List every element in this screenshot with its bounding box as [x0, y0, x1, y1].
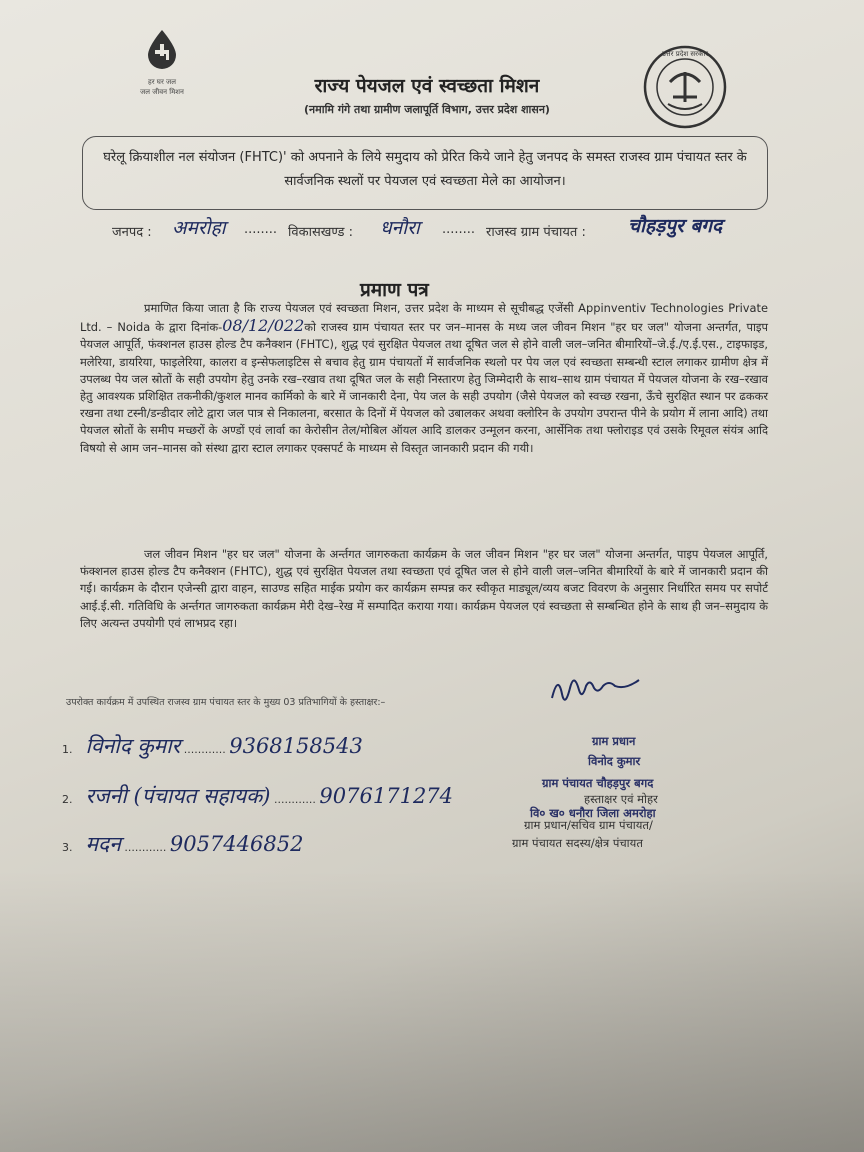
stamp-panchayat: ग्राम पंचायत चौहड़पुर बगद — [542, 776, 654, 790]
para1-part-b: को राजस्व ग्राम पंचायत स्तर पर जन–मानस के मध्य जल जीवन मिशन "हर घर जल" योजना अन्तर्गत, पाइप पेयजल आपूर्ति, फंक्शनल हाउस होल्ड टैप कनैक्शन (FHTC), शुद्ध एवं सुरक्षित पेयजल तथा दूषित जल से होने वाली जल–जनित बीमारियों–जे.ई./ए.ई.एस., टाइफाइड, मलेरिया, डायरिया, फाइलेरिया, कालरा व इन्सेफलाइटिस से बचाव हेतु ग्राम पंचायतों में सार्वजनिक स्थलो पर पेय जल एवं स्वच्छता सम्बन्धी स्टाल लगाकर ग्रामीण क्षेत्र में उपलब्ध पेय जल स्रोतों के सही उपयोग हेतु उनके रख–रखाव तथा दूषित जल के सही निस्तारण हेतु जिम्मेदारी के साथ–साथ ग्राम पंचायत में पेयजल योजना के रख–रखाव हेतु आवश्यक प्रशिक्षित तकनीकी/कुशल मानव कार्मिको के बारे में जानकारी देना, पेय जल के सही उपयोग (जैसे पेयजल को स्वच्छ रखना, ऊँचे सुरक्षित स्थान पर ढककर रखना तथा टस्नी/डन्डीदार लोटे द्वारा जल पात्र से निकालना, बरसात के दिनों में पेयजल को उबालकर अथवा क्लोरिन के उपयोग उपरान्त पीने के प्रयोग में लाना आदि) तथा पेयजल स्रोतों के समीप मच्छरों के अण्डों एवं लार्वा का केरोसीन तेल/मोबिल ऑयल आदि डालकर उन्मूलन करना, आर्सेनिक तथा फ्लोराइड एवं उसके रिमूवल संयंत्र आदि विषयो से आम जन–मानस को संस्था द्वारा स्टाल लगाकर एक्सपर्ट के माध्यम से विस्तृत जानकारी प्रदान की गयी। — [80, 320, 768, 455]
program-date: 08/12/022 — [222, 316, 305, 336]
certificate-paragraph-1 — [80, 300, 768, 457]
stamp-name: विनोद कुमार — [588, 754, 641, 768]
block-filler: ........ — [442, 222, 476, 237]
participant-number: 2. — [62, 793, 73, 806]
panchayat-label: राजस्व ग्राम पंचायत : — [486, 225, 586, 240]
participant-phone: 9076171274 — [319, 784, 454, 808]
signatory-roles-2: ग्राम पंचायत सदस्य/क्षेत्र पंचायत — [512, 836, 643, 850]
stamp-block-district: वि० ख० धनौरा जिला अमरोहा — [530, 806, 656, 820]
district-filler: ........ — [244, 222, 278, 237]
water-tap-icon — [142, 28, 182, 72]
page-subtitle: (नमामि गंगे तथा ग्रामीण जलापूर्ति विभाग, उत्तर प्रदेश शासन) — [304, 103, 550, 116]
participant-phone: 9057446852 — [169, 832, 304, 856]
participant-phone: 9368158543 — [229, 734, 363, 758]
event-banner: घरेलू क्रियाशील नल संयोजन (FHTC)' को अपनाने के लिये समुदाय को प्रेरित किये जाने हेतु जनपद के समस्त राजस्व ग्राम पंचायत स्तर के सार्वजनिक स्थलों पर पेयजल एवं स्वच्छता मेले का आयोजन। — [82, 136, 768, 210]
logo-caption-1: हर घर जल — [148, 78, 176, 86]
participant-dots: ............ — [124, 841, 167, 854]
har-ghar-jal-logo — [132, 28, 192, 96]
emblem-caption: उत्तर प्रदेश सरकार — [661, 50, 709, 58]
district-value: अमरोहा — [172, 217, 226, 239]
participant-name: मदन — [85, 832, 121, 856]
block-label: विकासखण्ड : — [288, 225, 354, 240]
participant-number: 3. — [62, 841, 73, 854]
panchayat-value: चौहड़पुर बगद — [628, 215, 723, 237]
district-label: जनपद : — [112, 225, 152, 240]
participant-row — [62, 732, 363, 760]
up-government-emblem-icon — [640, 42, 730, 132]
signature-label: हस्ताक्षर एवं मोहर — [584, 792, 658, 806]
para2-text: जल जीवन मिशन "हर घर जल" योजना के अर्न्तगत जागरुकता कार्यक्रम के जल जीवन मिशन "हर घर जल" योजना अन्तर्गत, पाइप पेयजल आपूर्ति, फंक्शनल हाउस होल्ड टैप कनैक्शन (FHTC), शुद्ध एवं सुरक्षित पेयजल तथा स्वच्छता एवं दूषित जल से होने वाली जल–जनित बीमारियों के बारे में जानकारी प्रदान की गई। कार्यक्रम के दौरान एजेन्सी द्वारा वाहन, साउण्ड सहित माईक प्रयोग कर कार्यक्रम सम्पन्न कर स्वीकृत माड्यूल/व्यय बजट विवरण के अनुसार निर्धारित समय पर सपोर्ट आई.ई.सी. गतिविधि के अर्न्तगत जागरुकता कार्यक्रम मेरी देख–रेख में सम्पादित कराया गया। कार्यक्रम पेयजल एवं स्वच्छता से सम्बन्धित होने के साथ ही जन–समुदाय के लिए अत्यन्त उपयोगी एवं लाभप्रद रहा। — [80, 547, 768, 630]
page-shadow — [0, 870, 864, 1152]
participant-dots: ............ — [183, 743, 226, 756]
location-fields — [112, 215, 812, 248]
logo-caption-2: जल जीवन मिशन — [140, 88, 184, 96]
para1-part-a: प्रमाणित किया जाता है कि राज्य पेयजल एवं स्वच्छता मिशन, उत्तर प्रदेश के माध्यम से सूचीबद्ध एजेंसी Appinventiv Technologies Private Ltd. – Noida के द्वारा दिनांक- — [80, 301, 768, 335]
signatory-roles-1: ग्राम प्रधान/सचिव ग्राम पंचायत/ — [524, 818, 653, 832]
participant-number: 1. — [62, 743, 73, 756]
participant-row — [62, 830, 303, 858]
participant-row — [62, 782, 453, 810]
block-value: धनौरा — [380, 217, 420, 239]
pradhan-signature-icon — [548, 668, 658, 728]
page-title: राज्य पेयजल एवं स्वच्छता मिशन — [314, 75, 540, 97]
stamp-designation: ग्राम प्रधान — [592, 734, 636, 748]
participants-note: उपरोक्त कार्यक्रम में उपस्थित राजस्व ग्राम पंचायत स्तर के मुख्य 03 प्रतिभागियों के हस्ताक्षर:– — [66, 697, 386, 708]
participant-name: रजनी (पंचायत सहायक) — [85, 784, 271, 808]
participant-name: विनोद कुमार — [85, 734, 181, 758]
certificate-paragraph-2 — [80, 546, 768, 632]
certificate-title: प्रमाण पत्र — [360, 279, 429, 301]
participant-dots: ............ — [273, 793, 316, 806]
